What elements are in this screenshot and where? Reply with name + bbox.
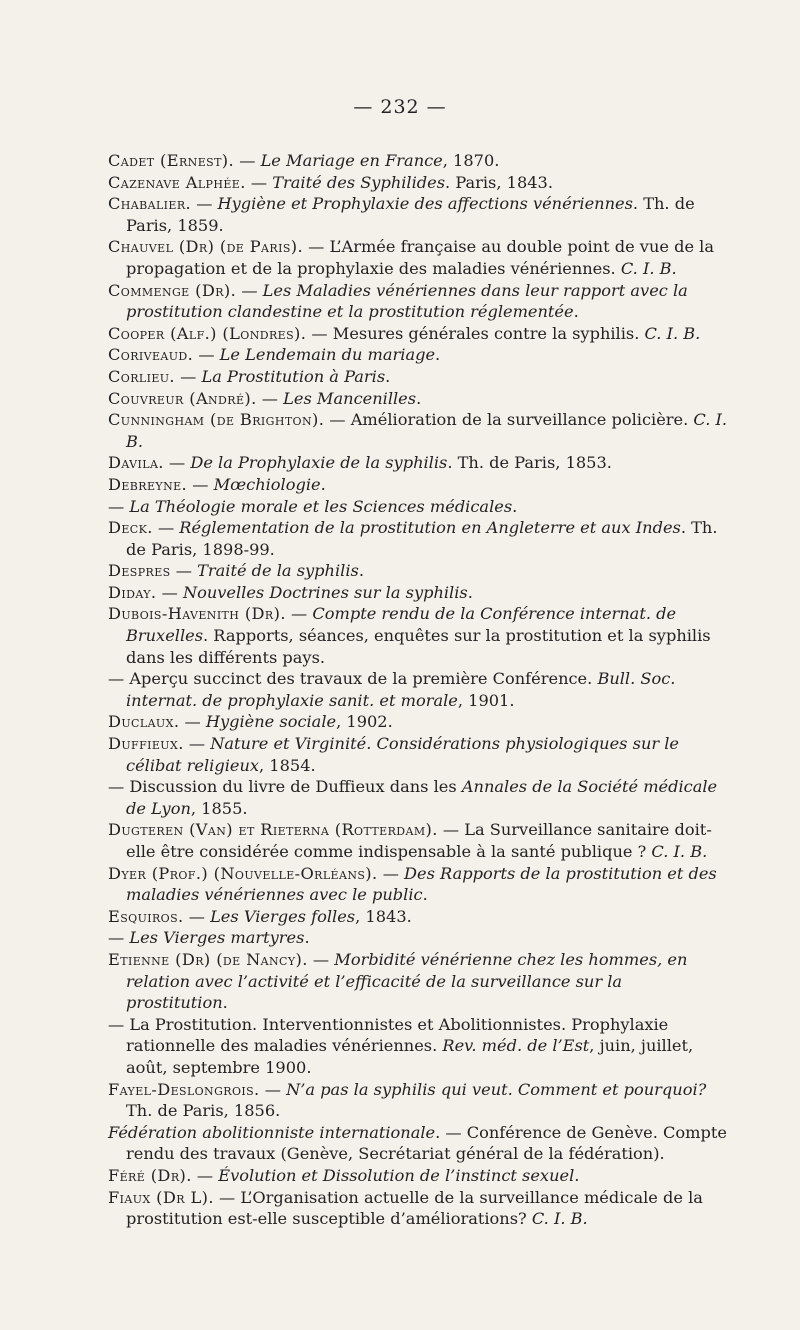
bibliography-entry bbox=[108, 409, 728, 452]
entry-text: — Amélioration de la surveillance policière. bbox=[324, 410, 694, 430]
bibliography-entry bbox=[108, 172, 728, 194]
entry-text: — bbox=[259, 1079, 287, 1099]
entry-text: — bbox=[174, 366, 202, 386]
entry-text: . bbox=[573, 302, 579, 322]
entry-author: Cazenave Alphée. bbox=[108, 172, 246, 192]
bibliography-entry bbox=[108, 1165, 728, 1187]
entry-title: Les Mancenilles bbox=[283, 388, 417, 408]
entry-author: Dugteren (Van) et Rieterna (Rotterdam). bbox=[108, 820, 438, 840]
bibliography-entry bbox=[108, 280, 728, 323]
entry-author: Diday. bbox=[108, 582, 157, 602]
entry-title: Bull. Soc. internat. de prophylaxie sanit. et morale bbox=[126, 669, 676, 710]
entry-text: — bbox=[183, 734, 211, 754]
entry-title: Annales de la Société médicale de Lyon bbox=[126, 777, 718, 818]
entry-text: — bbox=[170, 561, 198, 581]
entry-text: . bbox=[320, 474, 326, 494]
entry-author: Fayel-Deslongrois. bbox=[108, 1079, 260, 1099]
entry-author: Couvreur (André). bbox=[108, 388, 257, 408]
entry-text: . bbox=[467, 582, 473, 602]
entry-text: — bbox=[285, 604, 313, 624]
entry-title: Hygiène sociale bbox=[205, 712, 337, 732]
bibliography-entry bbox=[108, 236, 728, 279]
entry-author: Fiaux (Dr L). bbox=[108, 1187, 214, 1207]
entry-text: — bbox=[152, 518, 180, 538]
entry-text: . bbox=[222, 993, 228, 1013]
entry-author: Cunningham (de Brighton). bbox=[108, 410, 325, 430]
entry-title: Traité des Syphilides bbox=[272, 172, 446, 192]
entry-text: . Th. de Paris, 1853. bbox=[447, 453, 612, 473]
entry-title: Les Vierges folles bbox=[210, 906, 356, 926]
entry-text: — La Surveillance sanitaire doit-elle être considérée comme indispensable à la santé publique ? bbox=[126, 820, 712, 861]
bibliography-entry bbox=[108, 1122, 728, 1165]
bibliography-entry bbox=[108, 323, 728, 345]
entry-author: Cooper (Alf.) (Londres). bbox=[108, 323, 307, 343]
entry-author: Dubois-Havenith (Dr). bbox=[108, 604, 286, 624]
bibliography-entry bbox=[108, 819, 728, 862]
bibliography-entry bbox=[108, 863, 728, 906]
entry-text: — bbox=[234, 151, 261, 170]
entry-text: . bbox=[385, 366, 391, 386]
bibliography-entry bbox=[108, 582, 728, 604]
entry-text: , juin, juillet, août, septembre 1900. bbox=[126, 1036, 694, 1077]
entry-text: — bbox=[377, 863, 405, 883]
entry-text: — bbox=[108, 928, 130, 948]
entry-title: La Théologie morale et les Sciences médicales bbox=[129, 496, 513, 516]
entry-title: C. I. B. bbox=[531, 1209, 588, 1229]
entry-title: Les Vierges martyres bbox=[129, 928, 305, 948]
entry-text: — bbox=[307, 949, 335, 969]
entry-text: . bbox=[435, 345, 441, 365]
entry-text: . bbox=[512, 496, 518, 516]
entry-author: Chauvel (Dr) (de Paris). bbox=[108, 237, 304, 257]
entry-text: — bbox=[187, 474, 214, 494]
entry-text: . Rapports, séances, enquêtes sur la prostitution et la syphilis dans les différents pays. bbox=[126, 626, 711, 667]
bibliography-entry bbox=[108, 1187, 728, 1230]
bibliography-entry bbox=[108, 906, 728, 928]
bibliography-entry bbox=[108, 776, 728, 819]
entry-text: — Aperçu succinct des travaux de la première Conférence. bbox=[108, 669, 598, 689]
entry-text: , 1901. bbox=[457, 690, 515, 710]
entry-title: Fédération abolitionniste internationale bbox=[108, 1122, 436, 1142]
bibliography-entry bbox=[108, 603, 728, 668]
entry-title: Le Mariage en France bbox=[260, 151, 443, 170]
entry-title: C. I. B. bbox=[651, 842, 708, 861]
entry-text: . bbox=[574, 1165, 580, 1185]
entry-text: . bbox=[416, 388, 422, 408]
entry-author: Féré (Dr). bbox=[108, 1165, 192, 1185]
entry-text: — Mesures générales contre la syphilis. bbox=[306, 323, 645, 343]
entry-text: Th. de Paris, 1856. bbox=[126, 1101, 281, 1121]
bibliography-entry bbox=[108, 927, 728, 949]
entry-author: Davila. bbox=[108, 453, 164, 473]
entry-text: . — Conférence de Genève. Compte rendu des travaux (Genève, Secrétariat général de la fédération). bbox=[126, 1122, 727, 1164]
entry-text: , 1870. bbox=[442, 151, 500, 170]
entry-title: Les Maladies vénériennes dans leur rapport avec la prostitution clandestine et la prostitution réglementée bbox=[126, 280, 688, 322]
bibliography-entry bbox=[108, 560, 728, 582]
entry-text: — Discussion du livre de Duffieux dans les bbox=[108, 777, 462, 797]
entry-author: Despres bbox=[108, 561, 171, 581]
entry-title: Nouvelles Doctrines sur la syphilis bbox=[182, 582, 468, 602]
entry-text: — bbox=[108, 496, 130, 516]
bibliography-entry bbox=[108, 388, 728, 410]
bibliography-entry bbox=[108, 949, 728, 1014]
entry-title: Le Lendemain du mariage bbox=[219, 345, 436, 365]
entry-author: Coriveaud. bbox=[108, 345, 194, 365]
entry-author: Esquiros. bbox=[108, 906, 184, 926]
bibliography-entry bbox=[108, 474, 728, 496]
entry-title: Rev. méd. de l’Est bbox=[442, 1036, 590, 1056]
entry-title: C. I. B. bbox=[126, 410, 728, 451]
bibliography-entry bbox=[108, 344, 728, 366]
entry-author: Dyer (Prof.) (Nouvelle-Orléans). bbox=[108, 863, 378, 883]
entry-text: — bbox=[245, 172, 273, 192]
entry-text: — bbox=[183, 906, 211, 926]
entry-text: — bbox=[236, 280, 263, 300]
bibliography-entry bbox=[108, 668, 728, 711]
entry-author: Debreyne. bbox=[108, 474, 188, 494]
entry-title: Nature et Virginité. Considérations physiologiques sur le célibat religieux bbox=[126, 734, 680, 775]
entry-text: — bbox=[193, 345, 220, 365]
entry-author: Commenge (Dr). bbox=[108, 280, 237, 300]
entry-title: La Prostitution à Paris bbox=[201, 366, 386, 386]
entry-text: , 1843. bbox=[355, 906, 412, 926]
bibliography-entry bbox=[108, 496, 728, 518]
entry-title: Mœchiologie bbox=[213, 474, 321, 494]
entry-title: Des Rapports de la prostitution et des maladies vénériennes avec le public bbox=[126, 863, 717, 905]
entry-text: . bbox=[358, 561, 364, 581]
entry-author: Cadet (Ernest). bbox=[108, 151, 235, 170]
entry-text: — bbox=[256, 388, 284, 408]
entry-title: Compte rendu de la Conférence internat. de Bruxelles bbox=[126, 604, 677, 646]
entry-author: Etienne (Dr) (de Nancy). bbox=[108, 949, 308, 969]
entry-text: , 1902. bbox=[336, 712, 393, 732]
entry-title: Traité de la syphilis bbox=[197, 561, 359, 581]
bibliography-list bbox=[108, 150, 728, 1230]
entry-text: . Paris, 1843. bbox=[445, 172, 553, 192]
bibliography-entry bbox=[108, 366, 728, 388]
entry-title: C. I. B. bbox=[644, 323, 701, 343]
entry-text: — L’Organisation actuelle de la surveillance médicale de la prostitution est-elle susceptible d’améliorations? bbox=[126, 1187, 703, 1229]
entry-title: Évolution et Dissolution de l’instinct sexuel bbox=[218, 1165, 575, 1185]
entry-text: — bbox=[156, 582, 183, 602]
entry-title: C. I. B. bbox=[620, 258, 677, 278]
entry-text: . Th. de Paris, 1898-99. bbox=[126, 518, 718, 559]
bibliography-entry bbox=[108, 711, 728, 733]
bibliography-entry bbox=[108, 150, 728, 172]
entry-text: . bbox=[422, 885, 428, 905]
bibliography-entry bbox=[108, 1079, 728, 1122]
entry-title: Morbidité vénérienne chez les hommes, en relation avec l’activité et l’efficacité de la surveillance sur la prostitution bbox=[126, 949, 688, 1013]
entry-author: Corlieu. bbox=[108, 366, 175, 386]
entry-text: — bbox=[191, 1165, 219, 1185]
entry-title: Hygiène et Prophylaxie des affections vénériennes bbox=[217, 194, 633, 214]
entry-title: Réglementation de la prostitution en Angleterre et aux Indes bbox=[179, 518, 681, 538]
entry-text: — bbox=[179, 712, 206, 732]
entry-title: De la Prophylaxie de la syphilis bbox=[190, 453, 448, 473]
entry-text: . bbox=[304, 928, 310, 948]
entry-text: — bbox=[163, 453, 191, 473]
entry-text: , 1854. bbox=[259, 755, 316, 775]
entry-author: Duffieux. bbox=[108, 734, 184, 754]
entry-author: Duclaux. bbox=[108, 712, 180, 732]
entry-text: — bbox=[191, 194, 218, 214]
bibliography-entry bbox=[108, 517, 728, 560]
bibliography-entry bbox=[108, 452, 728, 474]
entry-title: N’a pas la syphilis qui veut. Comment et pourquoi? bbox=[286, 1079, 707, 1099]
bibliography-entry bbox=[108, 733, 728, 776]
page-number: — 232 — bbox=[353, 96, 447, 118]
entry-author: Chabalier. bbox=[108, 194, 192, 214]
entry-author: Deck. bbox=[108, 518, 153, 538]
bibliography-entry bbox=[108, 193, 728, 236]
entry-text: — La Prostitution. Interventionnistes et Abolitionnistes. Prophylaxie rationnelle des maladies vénériennes. bbox=[108, 1014, 669, 1056]
entry-text: , 1855. bbox=[190, 798, 248, 818]
entry-text: — L’Armée française au double point de vue de la propagation et de la prophylaxie des maladies vénériennes. bbox=[126, 237, 715, 278]
bibliography-entry bbox=[108, 1014, 728, 1079]
entry-text: . Th. de Paris, 1859. bbox=[126, 194, 695, 235]
